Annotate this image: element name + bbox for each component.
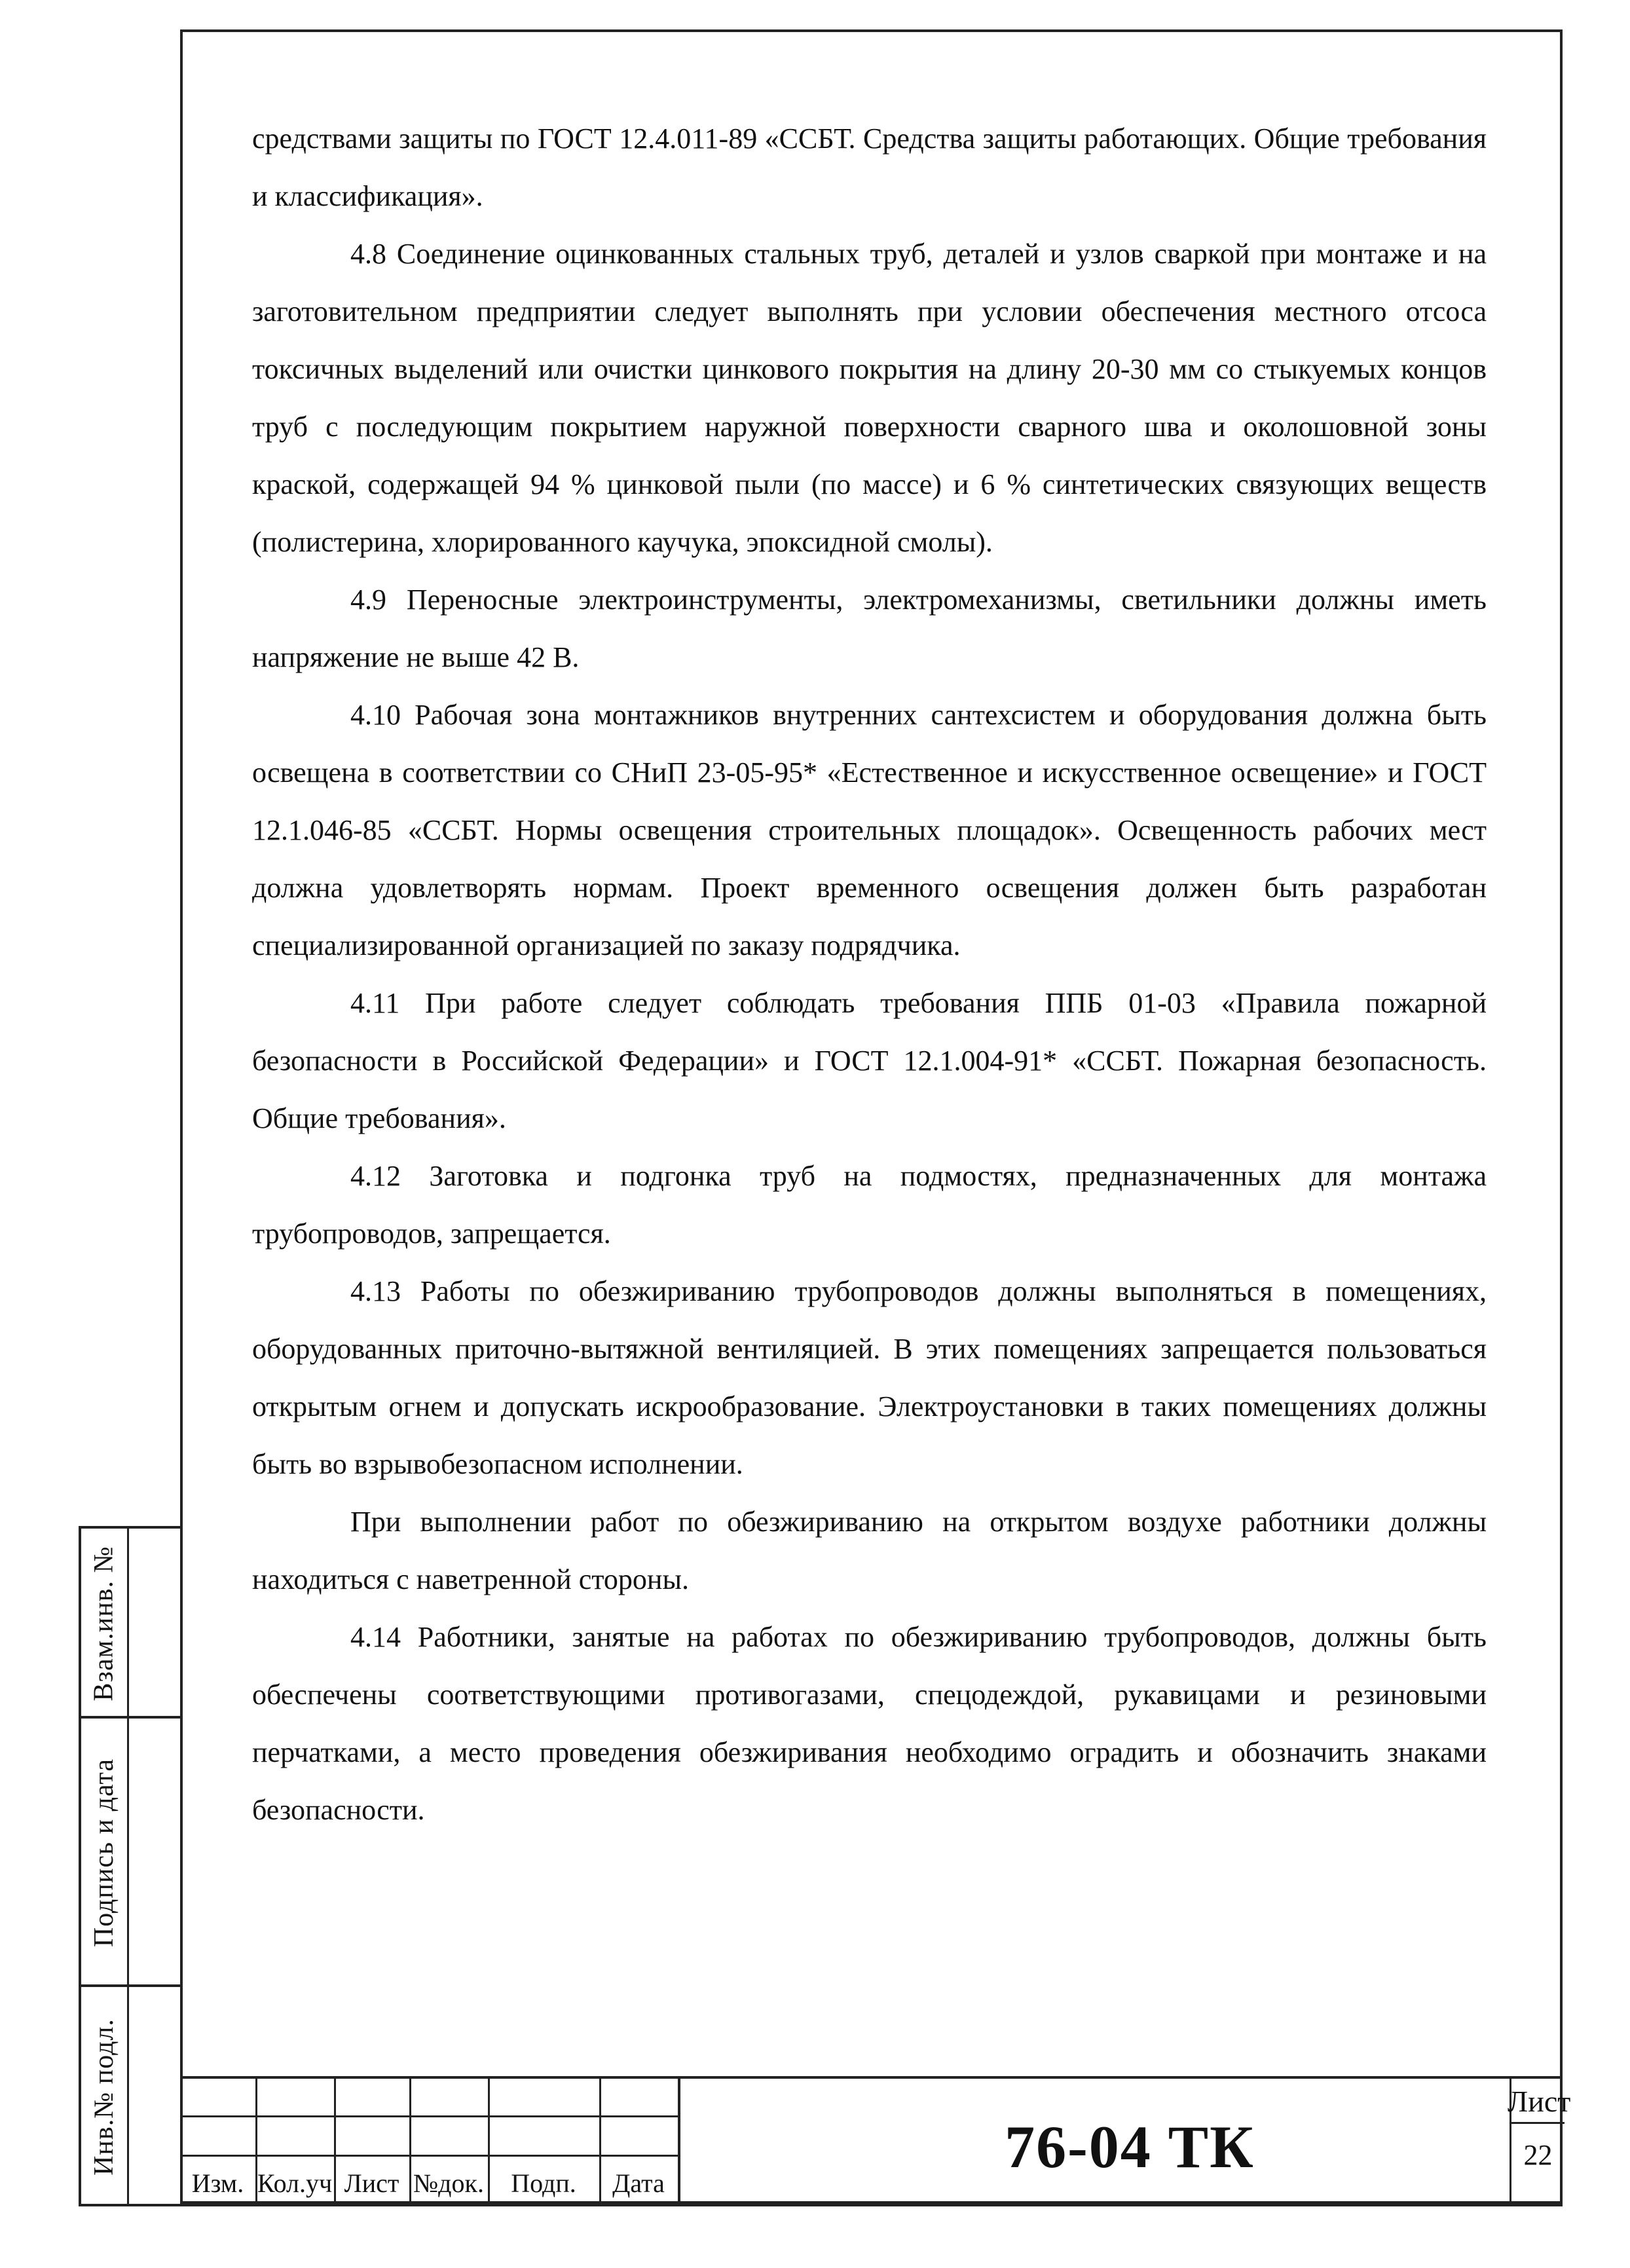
title-block [180, 2076, 1571, 2204]
paragraph-4-12: 4.12 Заготовка и подгонка труб на подмостях, предназначенных для монтажа трубопроводов, запрещается. [252, 1160, 1487, 1250]
col-data: Дата [612, 2168, 665, 2198]
sheet-label: Лист [1508, 2085, 1571, 2118]
side-label-vzam-inv: Взам.инв. № [89, 1546, 119, 1701]
frame-bottom-line [79, 2204, 1563, 2206]
document-body [252, 110, 1487, 1839]
side-label-podpis-data: Подпись и дата [89, 1758, 119, 1948]
col-podp: Подп. [511, 2168, 576, 2198]
col-ndok: №док. [413, 2168, 484, 2198]
side-stamp-podpis [79, 1716, 180, 1984]
paragraph-4-11: 4.11 При работе следует соблюдать требования ППБ 01-03 «Правила пожарной безопасности в Российской Федерации» и ГОСТ 12.1.004-91* «ССБТ. Пожарная безопасность. Общие требования». [252, 987, 1487, 1134]
col-izm: Изм. [191, 2168, 244, 2198]
paragraph-4-13: 4.13 Работы по обезжириванию трубопроводов должны выполняться в помещениях, оборудованных приточно-вытяжной вентиляцией. В этих помещениях запрещается пользоваться открытым огнем и допускать искрообразование. Электроустановки в таких помещениях должны быть во взрывобезопасном исполнении. [252, 1275, 1487, 1480]
side-stamp-inv [79, 1984, 180, 2204]
document-number: 76-04 ТК [1005, 2113, 1255, 2180]
paragraph-4-10: 4.10 Рабочая зона монтажников внутренних сантехсистем и оборудования должна быть освещена в соответствии со СНиП 23-05-95* «Естественное и искусственное освещение» и ГОСТ 12.1.046-85 «ССБТ. Нормы освещения строительных площадок». Освещенность рабочих мест должна удовлетворять нормам. Проект временного освещения должен быть разработан специализированной организацией по заказу подрядчика. [252, 699, 1487, 961]
col-kol-uch: Кол.уч [257, 2168, 333, 2198]
sheet-box [1508, 2076, 1571, 2204]
side-stamp-vzam [79, 1526, 180, 1716]
side-label-inv-podl: Инв.№ подл. [89, 2018, 119, 2176]
col-list: Лист [344, 2168, 399, 2198]
paragraph-continuation: средствами защиты по ГОСТ 12.4.011-89 «ССБТ. Средства защиты работающих. Общие требования и классификация». [252, 122, 1487, 212]
paragraph-4-13-outdoor: При выполнении работ по обезжириванию на открытом воздухе работники должны находиться с наветренной стороны. [252, 1506, 1487, 1595]
paragraph-4-9: 4.9 Переносные электроинструменты, электромеханизмы, светильники должны иметь напряжение не выше 42 В. [252, 584, 1487, 673]
sheet-number: 22 [1523, 2139, 1553, 2171]
paragraph-4-8: 4.8 Соединение оцинкованных стальных труб, деталей и узлов сваркой при монтаже и на заготовительном предприятии следует выполнять при условии обеспечения местного отсоса токсичных выделений или очистки цинкового покрытия на длину 20-30 мм со стыкуемых концов труб с последующим покрытием наружной поверхности сварного шва и околошовной зоны краской, содержащей 94 % цинковой пыли (по массе) и 6 % синтетических связующих веществ (полистерина, хлорированного каучука, эпоксидной смолы). [252, 238, 1487, 558]
paragraph-4-14: 4.14 Работники, занятые на работах по обезжириванию трубопроводов, должны быть обеспечены соответствующими противогазами, спецодеждой, рукавицами и резиновыми перчатками, а место проведения обезжиривания необходимо оградить и обозначить знаками безопасности. [252, 1621, 1487, 1826]
